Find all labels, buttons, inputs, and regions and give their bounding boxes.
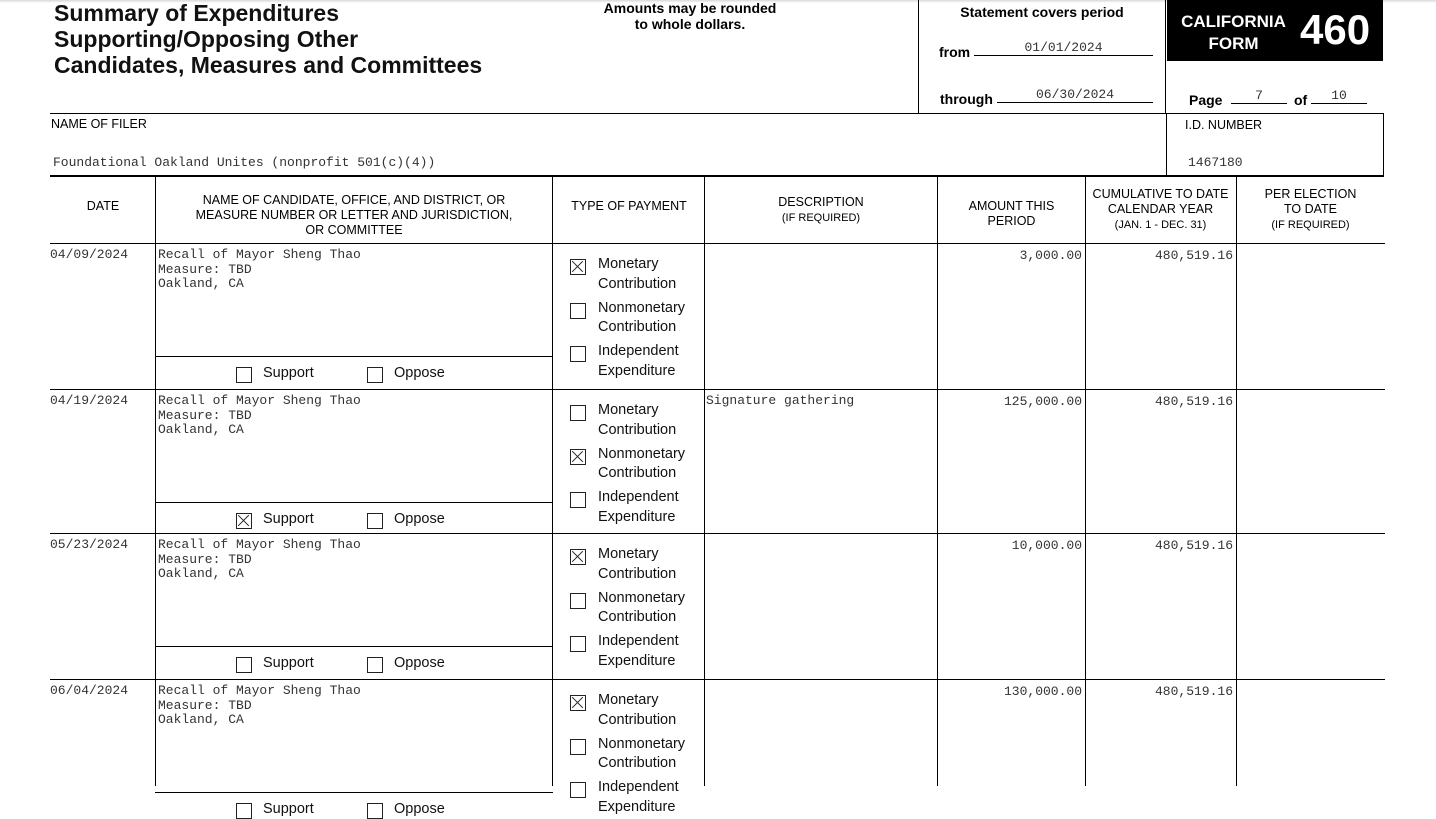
col-header-amount-line-2: PERIOD [987, 214, 1036, 228]
row-amount[interactable]: 3,000.00 [1019, 248, 1082, 263]
oppose-checkbox[interactable] [367, 803, 383, 819]
monetary-checkbox[interactable] [570, 695, 586, 711]
statement-period-label: Statement covers period [960, 4, 1124, 20]
support-oppose-divider [155, 646, 553, 647]
independent-label: Independent Expenditure [598, 343, 679, 379]
row-cumulative[interactable]: 480,519.16 [1154, 538, 1233, 553]
nonmonetary-checkbox[interactable] [570, 593, 586, 609]
oppose-checkbox[interactable] [367, 513, 383, 529]
row-amount[interactable]: 10,000.00 [1011, 538, 1082, 553]
support-label: Support [263, 511, 314, 527]
from-label: from [939, 44, 971, 60]
from-date-field[interactable]: 01/01/2024 [974, 42, 1153, 56]
support-oppose-divider [155, 356, 553, 357]
id-number-value[interactable]: 1467180 [1188, 155, 1243, 170]
filer-name-label: NAME OF FILER [51, 117, 147, 131]
row-date[interactable]: 04/19/2024 [50, 393, 129, 408]
page-number-field[interactable]: 7 [1231, 90, 1287, 104]
id-number-label: I.D. NUMBER [1185, 118, 1263, 132]
row-date[interactable]: 05/23/2024 [50, 537, 129, 552]
col-header-description-title: DESCRIPTION [778, 195, 864, 209]
row-candidate-name[interactable]: Recall of Mayor Sheng Thao Measure: TBD Oakland, CA [158, 537, 361, 582]
monetary-label: Monetary Contribution [598, 256, 677, 292]
form-title-line-2: Supporting/Opposing Other [54, 26, 359, 52]
row-cumulative[interactable]: 480,519.16 [1154, 248, 1233, 263]
filer-name-value[interactable]: Foundational Oakland Unites (nonprofit 501(c)(4)) [53, 155, 436, 170]
oppose-label: Oppose [394, 801, 445, 817]
row-cumulative[interactable]: 480,519.16 [1154, 684, 1233, 699]
col-header-cumulative-sub: (JAN. 1 - DEC. 31) [1114, 219, 1207, 231]
row-divider [50, 533, 1385, 534]
independent-checkbox[interactable] [570, 782, 586, 798]
support-label: Support [263, 801, 314, 817]
row-amount[interactable]: 125,000.00 [1003, 394, 1082, 409]
support-checkbox[interactable] [236, 367, 252, 383]
form-number: 460 [1300, 6, 1371, 53]
form-badge-form: FORM [1208, 34, 1259, 53]
independent-label: Independent Expenditure [598, 489, 679, 525]
nonmonetary-label: Nonmonetary Contribution [598, 735, 686, 771]
support-label: Support [263, 365, 314, 381]
col-header-date: DATE [86, 199, 120, 213]
independent-checkbox[interactable] [570, 346, 586, 362]
form-title-line-1: Summary of Expenditures [54, 0, 340, 26]
oppose-checkbox[interactable] [367, 657, 383, 673]
monetary-checkbox[interactable] [570, 405, 586, 421]
nonmonetary-checkbox[interactable] [570, 739, 586, 755]
through-date-field[interactable]: 06/30/2024 [997, 89, 1153, 103]
row-candidate-name[interactable]: Recall of Mayor Sheng Thao Measure: TBD Oakland, CA [158, 393, 361, 438]
independent-label: Independent Expenditure [598, 633, 679, 669]
col-header-type: TYPE OF PAYMENT [571, 199, 687, 213]
of-label: of [1294, 92, 1308, 108]
support-checkbox[interactable] [236, 657, 252, 673]
total-pages-field[interactable]: 10 [1311, 90, 1367, 104]
row-date[interactable]: 06/04/2024 [50, 683, 129, 698]
col-header-amount-line-1: AMOUNT THIS [968, 199, 1055, 213]
monetary-checkbox[interactable] [570, 549, 586, 565]
nonmonetary-checkbox[interactable] [570, 303, 586, 319]
rounding-note-line-1: Amounts may be rounded [603, 0, 777, 16]
row-amount[interactable]: 130,000.00 [1003, 684, 1082, 699]
row-cumulative[interactable]: 480,519.16 [1154, 394, 1233, 409]
row-candidate-name[interactable]: Recall of Mayor Sheng Thao Measure: TBD Oakland, CA [158, 247, 361, 292]
monetary-label: Monetary Contribution [598, 692, 677, 728]
oppose-checkbox[interactable] [367, 367, 383, 383]
nonmonetary-checkbox[interactable] [570, 449, 586, 465]
monetary-label: Monetary Contribution [598, 402, 677, 438]
form-badge-state: CALIFORNIA [1181, 12, 1286, 31]
row-date[interactable]: 04/09/2024 [50, 247, 129, 262]
col-header-cumulative-line-2: CALENDAR YEAR [1107, 202, 1214, 216]
col-header-name-line-2: MEASURE NUMBER OR LETTER AND JURISDICTION, [195, 208, 513, 222]
col-header-cumulative-line-1: CUMULATIVE TO DATE [1092, 187, 1229, 201]
support-label: Support [263, 655, 314, 671]
row-divider [50, 389, 1385, 390]
nonmonetary-label: Nonmonetary Contribution [598, 445, 686, 481]
col-header-description-sub: (IF REQUIRED) [781, 212, 861, 224]
col-header-per-election-sub: (IF REQUIRED) [1271, 219, 1350, 231]
row-description[interactable]: Signature gathering [706, 393, 855, 408]
oppose-label: Oppose [394, 655, 445, 671]
support-oppose-divider [155, 502, 553, 503]
independent-checkbox[interactable] [570, 492, 586, 508]
support-checkbox[interactable] [236, 513, 252, 529]
oppose-label: Oppose [394, 511, 445, 527]
row-candidate-name[interactable]: Recall of Mayor Sheng Thao Measure: TBD Oakland, CA [158, 683, 361, 728]
nonmonetary-label: Nonmonetary Contribution [598, 299, 686, 335]
through-label: through [940, 91, 993, 107]
col-header-per-election-line-2: TO DATE [1283, 202, 1337, 216]
form-title-line-3: Candidates, Measures and Committees [54, 52, 483, 78]
monetary-checkbox[interactable] [570, 259, 586, 275]
col-header-per-election-line-1: PER ELECTION [1264, 187, 1357, 201]
oppose-label: Oppose [394, 365, 445, 381]
col-header-name-line-3: OR COMMITTEE [305, 223, 403, 237]
independent-label: Independent Expenditure [598, 779, 679, 815]
row-divider [50, 679, 1385, 680]
page-label: Page [1189, 92, 1223, 108]
rounding-note-line-2: to whole dollars. [634, 16, 746, 32]
independent-checkbox[interactable] [570, 636, 586, 652]
nonmonetary-label: Nonmonetary Contribution [598, 589, 686, 625]
monetary-label: Monetary Contribution [598, 546, 677, 582]
support-checkbox[interactable] [236, 803, 252, 819]
support-oppose-divider [155, 792, 553, 793]
row-divider [50, 243, 1385, 244]
col-header-name-line-1: NAME OF CANDIDATE, OFFICE, AND DISTRICT, OR [202, 193, 506, 207]
